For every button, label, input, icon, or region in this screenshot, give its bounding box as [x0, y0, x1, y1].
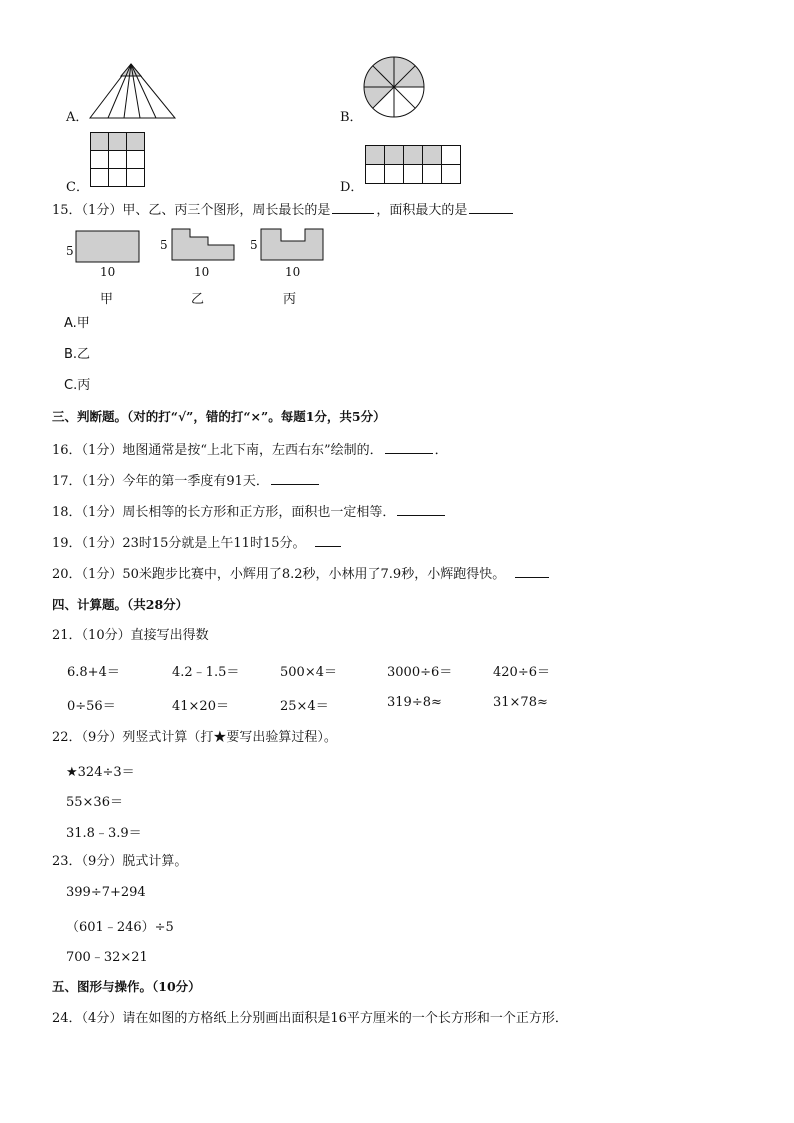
question-17: 17．（1分）今年的第一季度有91天． — [52, 472, 321, 491]
shape-jia-width-label: 10 — [100, 265, 116, 279]
option-a-label: A． — [66, 110, 89, 125]
question-15: 15．（1分）甲、乙、丙三个图形，周长最长的是 ，面积最大的是 — [52, 201, 515, 220]
option-a-triangle-figure — [88, 62, 178, 120]
shape-yi-name: 乙 — [191, 292, 205, 307]
question-23: 23．（9分）脱式计算。 — [52, 854, 188, 869]
calc-item[interactable]: 31×78≈ — [493, 695, 548, 710]
choice-b[interactable]: B.乙 — [64, 347, 91, 362]
step-calc-item[interactable]: 399÷7+294 — [66, 885, 146, 900]
answer-blank[interactable] — [385, 441, 433, 454]
calc-item[interactable]: 420÷6＝ — [493, 665, 550, 680]
option-d-grid-figure — [365, 145, 461, 184]
choice-c[interactable]: C.丙 — [64, 378, 91, 393]
calc-item[interactable]: 500×4＝ — [280, 665, 337, 680]
question-16: 16．（1分）地图通常是按“上北下南，左西右东”绘制的． ． — [52, 443, 448, 458]
choice-a[interactable]: A.甲 — [64, 316, 90, 331]
answer-blank[interactable] — [271, 472, 319, 485]
shape-bing-width-label: 10 — [285, 265, 301, 279]
vertical-calc-item[interactable]: 55×36＝ — [66, 795, 123, 810]
option-d-label: D． — [340, 180, 364, 195]
shape-yi-width-label: 10 — [194, 265, 210, 279]
option-c-label: C． — [66, 180, 89, 195]
option-c-grid-figure — [90, 132, 145, 187]
shape-bing-height-label: 5 — [250, 238, 258, 252]
option-b-label: B． — [340, 110, 363, 125]
question-19: 19．（1分）23时15分就是上午11时15分。 — [52, 534, 343, 553]
answer-blank[interactable] — [397, 503, 445, 516]
vertical-calc-item[interactable]: 31.8﹣3.9＝ — [66, 826, 142, 841]
calc-item[interactable]: 41×20＝ — [172, 699, 229, 714]
step-calc-item[interactable]: （601﹣246）÷5 — [66, 920, 174, 935]
answer-blank[interactable] — [469, 201, 513, 214]
calc-item[interactable]: 3000÷6＝ — [387, 665, 453, 680]
question-21: 21．（10分）直接写出得数 — [52, 628, 209, 643]
option-b-circle-figure — [362, 55, 426, 119]
calc-item[interactable]: 6.8+4＝ — [67, 665, 120, 680]
shape-jia-name: 甲 — [100, 292, 114, 307]
answer-blank[interactable] — [332, 201, 374, 214]
shape-yi-figure — [170, 227, 238, 263]
vertical-calc-item[interactable]: ★324÷3＝ — [66, 765, 135, 780]
shape-jia-figure — [75, 230, 141, 264]
step-calc-item[interactable]: 700﹣32×21 — [66, 950, 148, 965]
section-4-title: 四、计算题。（共28分） — [52, 597, 189, 612]
section-5-title: 五、图形与操作。（10分） — [52, 979, 201, 994]
calc-item[interactable]: 319÷8≈ — [387, 695, 442, 710]
question-18: 18．（1分）周长相等的长方形和正方形，面积也一定相等． — [52, 503, 447, 522]
calc-item[interactable]: 4.2﹣1.5＝ — [172, 665, 240, 680]
question-22: 22．（9分）列竖式计算（打★要写出验算过程）。 — [52, 730, 337, 745]
calc-item[interactable]: 25×4＝ — [280, 699, 329, 714]
calc-item[interactable]: 0÷56＝ — [67, 699, 116, 714]
shape-jia-height-label: 5 — [66, 244, 74, 258]
answer-blank[interactable] — [315, 534, 341, 547]
question-24: 24．（4分）请在如图的方格纸上分别画出面积是16平方厘米的一个长方形和一个正方形． — [52, 1011, 568, 1026]
answer-blank[interactable] — [515, 565, 549, 578]
shape-yi-height-label: 5 — [160, 238, 168, 252]
shape-bing-figure — [259, 227, 327, 263]
section-3-title: 三、判断题。（对的打“√”，错的打“×”。每题1分，共5分） — [52, 409, 386, 424]
shape-bing-name: 丙 — [283, 292, 297, 307]
question-20: 20．（1分）50米跑步比赛中，小辉用了8.2秒，小林用了7.9秒，小辉跑得快。 — [52, 565, 551, 584]
